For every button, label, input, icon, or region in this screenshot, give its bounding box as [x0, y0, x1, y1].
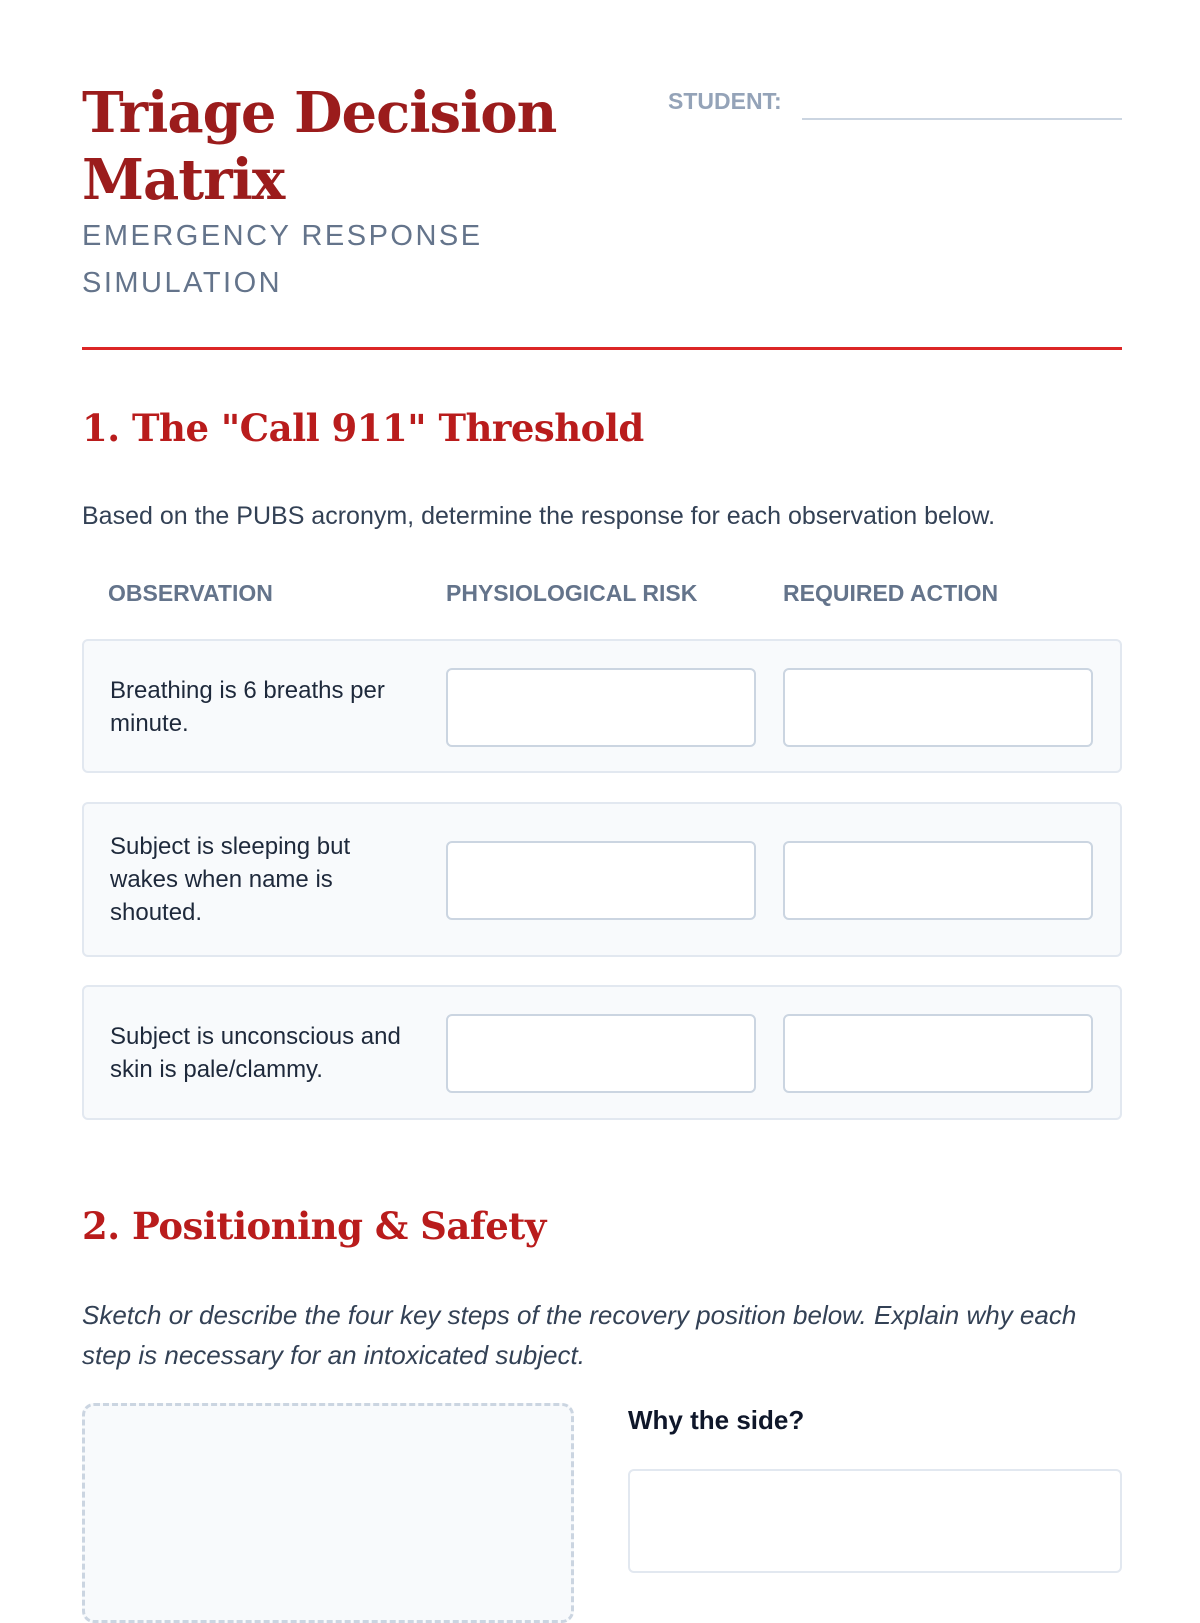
page-subtitle: EMERGENCY RESPONSE SIMULATION: [82, 220, 483, 299]
page-title: Triage Decision Matrix: [82, 80, 557, 213]
section-1-intro: Based on the PUBS acronym, determine the response for each observation below.: [82, 502, 996, 530]
physiological-risk-input[interactable]: [446, 1014, 756, 1093]
column-header-risk: PHYSIOLOGICAL RISK: [446, 580, 698, 606]
physiological-risk-input[interactable]: [446, 668, 756, 747]
required-action-input[interactable]: [783, 841, 1093, 920]
section-1-heading: 1. The "Call 911" Threshold: [82, 406, 644, 450]
table-row: [82, 639, 1122, 773]
observation-text: Subject is sleeping but wakes when name is shouted.: [110, 833, 351, 926]
sketch-area[interactable]: [82, 1403, 574, 1623]
table-row: [82, 802, 1122, 957]
question-label: Why the side?: [628, 1405, 805, 1435]
student-label: STUDENT:: [668, 88, 782, 114]
observation-text: Subject is unconscious and skin is pale/clammy.: [110, 1023, 401, 1083]
student-name-field[interactable]: [802, 118, 1122, 120]
column-header-action: REQUIRED ACTION: [783, 580, 999, 606]
column-header-observation: OBSERVATION: [108, 580, 273, 606]
table-row: [82, 985, 1122, 1120]
observation-text: Breathing is 6 breaths per minute.: [110, 677, 385, 737]
physiological-risk-input[interactable]: [446, 841, 756, 920]
required-action-input[interactable]: [783, 1014, 1093, 1093]
section-2-instructions: Sketch or describe the four key steps of the recovery position below. Explain why each step is necessary for an intoxicated subject.: [82, 1300, 1077, 1370]
section-2-heading: 2. Positioning & Safety: [82, 1204, 546, 1248]
required-action-input[interactable]: [783, 668, 1093, 747]
why-the-side-textarea[interactable]: [628, 1469, 1122, 1573]
header-divider: [82, 347, 1122, 350]
